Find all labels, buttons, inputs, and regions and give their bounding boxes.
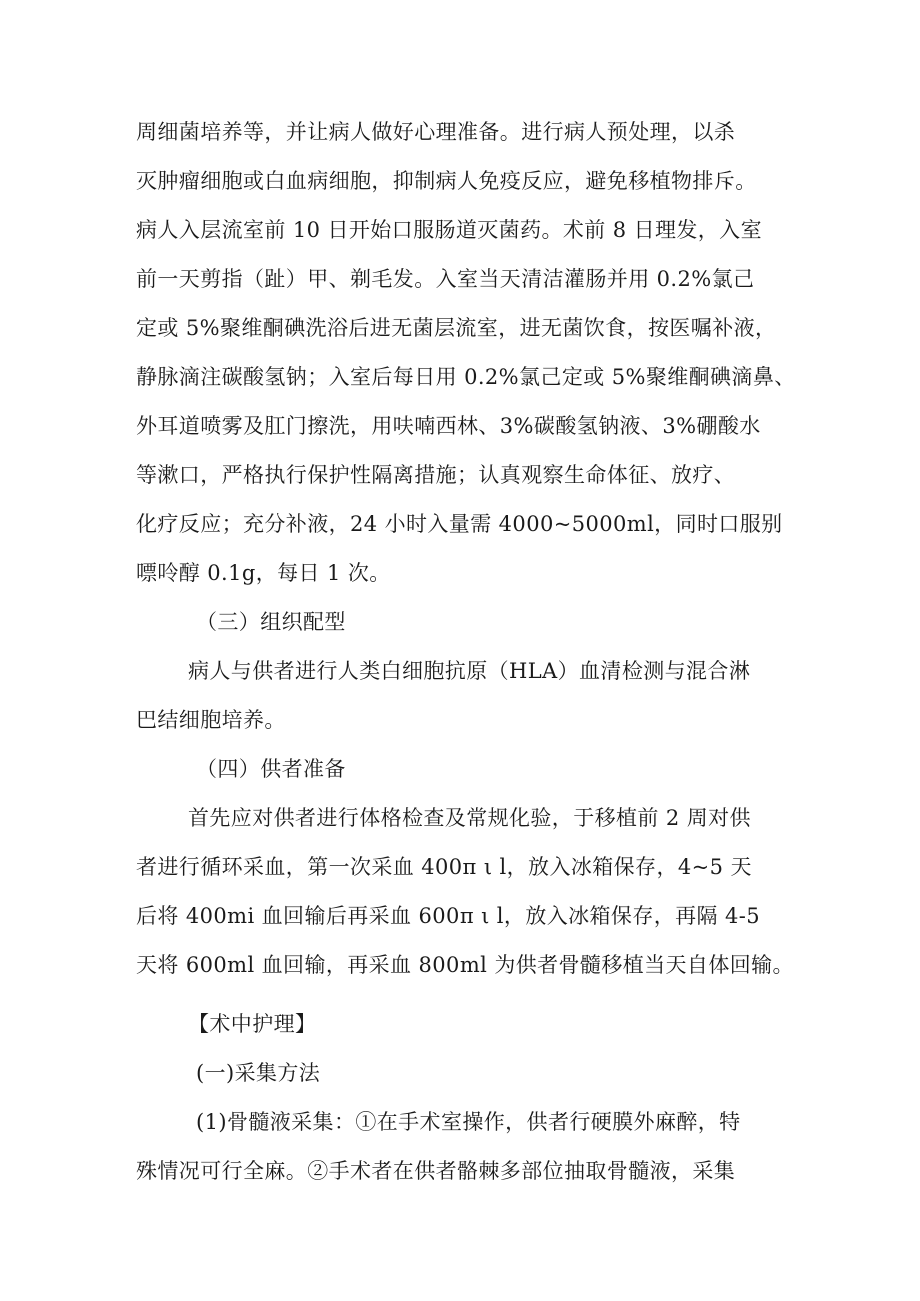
document-body — [136, 108, 796, 1196]
text-line: (1)骨髓液采集：①在手术室操作，供者行硬膜外麻醉，特 — [196, 1110, 741, 1134]
text-line: 嘌呤醇 0.1g，每日 1 次。 — [136, 561, 391, 585]
text-line: 外耳道喷雾及肛门擦洗，用呋喃西林、3%碳酸氢钠液、3%硼酸水 — [136, 414, 761, 438]
section-title-intraoperative-care: 【术中护理】 — [188, 1012, 317, 1036]
text-line: 天将 600ml 血回输，再采血 800ml 为供者骨髓移植当天自体回输。 — [136, 953, 794, 977]
paragraph-donor-preparation — [136, 794, 796, 990]
spacer — [136, 990, 796, 1000]
text-line: 殊情况可行全麻。②手术者在供者骼棘多部位抽取骨髓液，采集 — [136, 1159, 736, 1183]
text-line: 后将 400mi 血回输后再采血 600π ι l，放入冰箱保存，再隔 4-5 — [136, 904, 761, 928]
heading-collection-method: (一)采集方法 — [196, 1061, 321, 1085]
text-line: 前一天剪指（趾）甲、剃毛发。入室当天清洁灌肠并用 0.2%氯己 — [136, 267, 755, 291]
text-line: 化疗反应；充分补液，24 小时入量需 4000~5000ml，同时口服别 — [136, 512, 783, 536]
text-line: 巴结细胞培养。 — [136, 708, 286, 732]
text-line: 病人与供者进行人类白细胞抗原（HLA）血清检测与混合淋 — [188, 659, 751, 683]
text-line: 定或 5%聚维酮碘洗浴后进无菌层流室，进无菌饮食，按医嘱补液， — [136, 316, 777, 340]
text-line: 者进行循环采血，第一次采血 400π ι l，放入冰箱保存，4~5 天 — [136, 855, 752, 879]
text-line: 首先应对供者进行体格检查及常规化验，于移植前 2 周对供 — [188, 806, 751, 830]
paragraph-tissue-typing — [136, 647, 796, 745]
paragraph-bone-marrow-collection — [136, 1098, 796, 1196]
text-line: 病人入层流室前 10 日开始口服肠道灭菌药。术前 8 日理发，入室 — [136, 218, 762, 242]
text-line: 等漱口，严格执行保护性隔离措施；认真观察生命体征、放疗、 — [136, 463, 736, 487]
text-line: 灭肿瘤细胞或白血病细胞，抑制病人免疫反应，避免移植物排斥。 — [136, 169, 757, 193]
paragraph-patient-preparation — [136, 108, 796, 598]
text-line: 周细菌培养等，并让病人做好心理准备。进行病人预处理，以杀 — [136, 120, 736, 144]
heading-donor-preparation: （四）供者准备 — [196, 757, 346, 781]
text-line: 静脉滴注碳酸氢钠；入室后每日用 0.2%氯己定或 5%聚维酮碘滴鼻、 — [136, 365, 796, 389]
heading-tissue-typing: （三）组织配型 — [196, 610, 346, 634]
